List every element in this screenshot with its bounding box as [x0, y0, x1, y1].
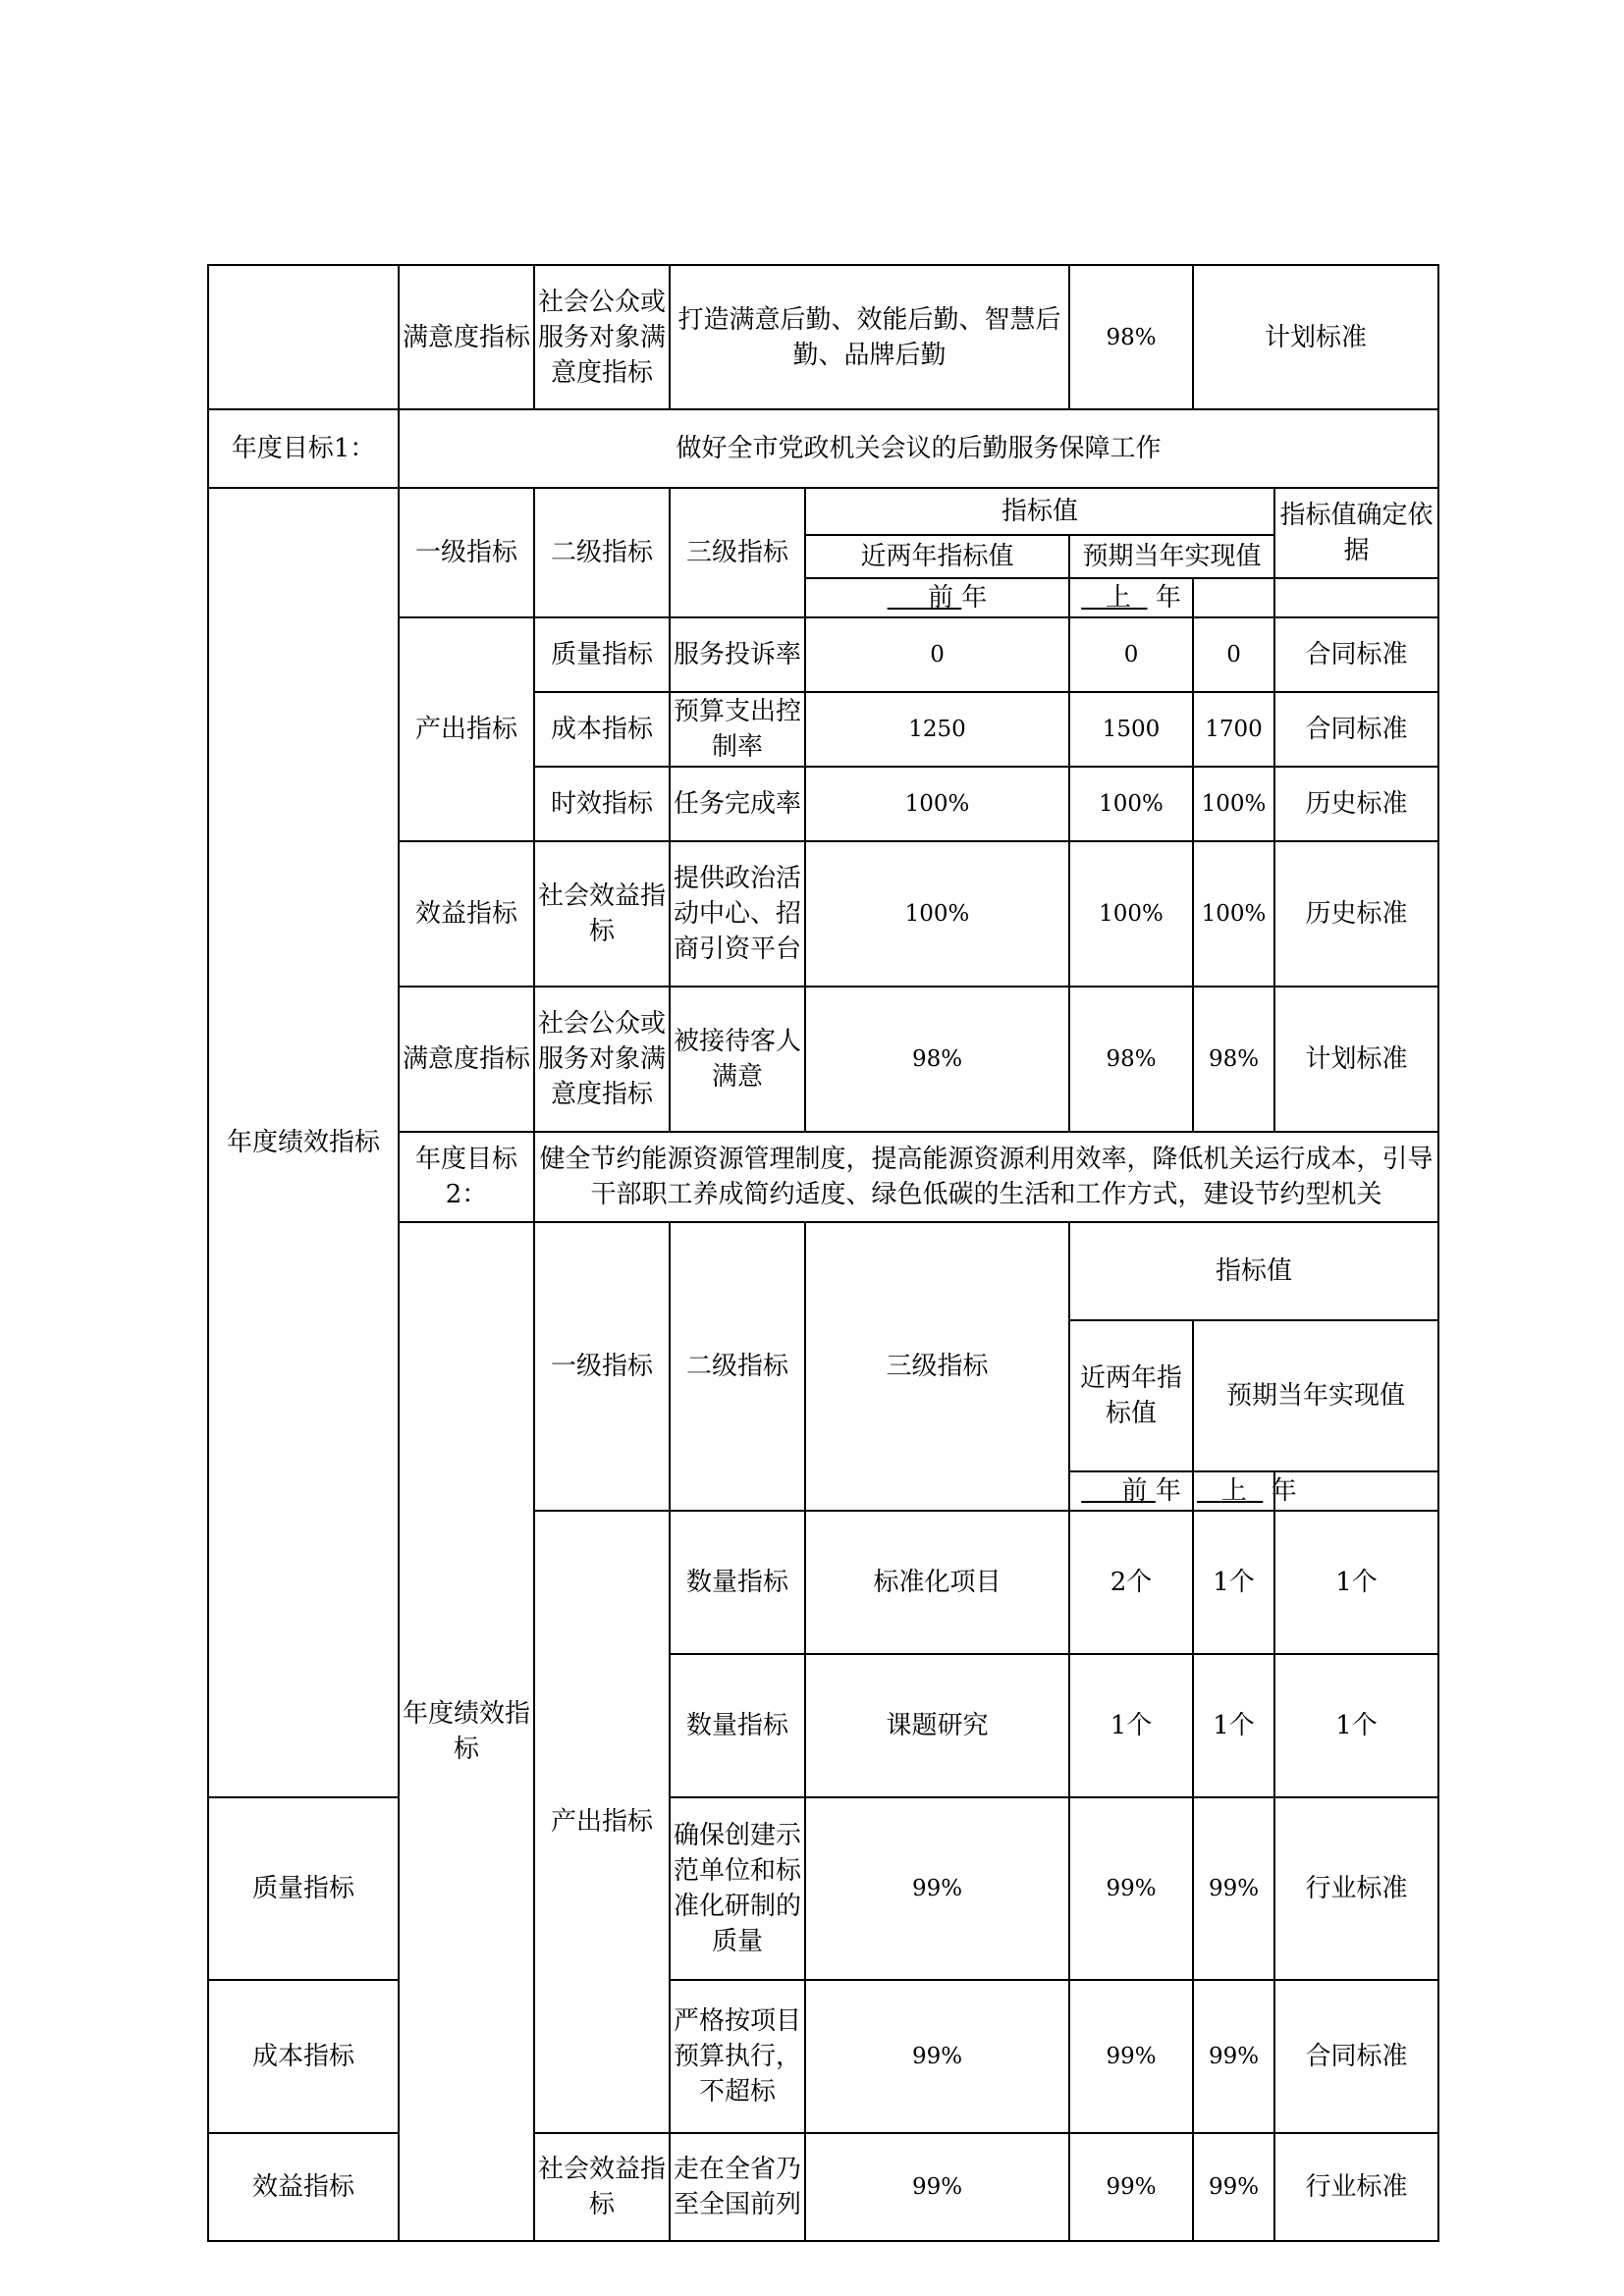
last-year-suffix: 年	[1271, 1476, 1297, 1506]
recent-value: 2个	[1069, 1511, 1193, 1654]
level3-cell: 预算支出控制率	[670, 692, 805, 767]
header-last-year	[1069, 578, 1193, 617]
header-recent: 近两年指标值	[805, 535, 1069, 578]
goal2-label: 年度目标2：	[399, 1132, 534, 1222]
expected-value-2: 1个	[1274, 1654, 1438, 1797]
level2-cell: 成本指标	[208, 1980, 399, 2133]
header-level3: 三级指标	[670, 488, 805, 617]
level3-cell: 提供政治活动中心、招商引资平台	[670, 841, 805, 987]
basis-cell: 计划标准	[1193, 265, 1438, 409]
expected-value-2: 100%	[1193, 767, 1274, 841]
output-label: 产出指标	[399, 617, 534, 841]
level2-cell: 社会公众或服务对象满意度指标	[534, 265, 670, 409]
table-row	[208, 409, 1438, 488]
basis-cell: 合同标准	[1274, 692, 1438, 767]
table-row	[208, 265, 1438, 409]
recent-value: 1个	[1069, 1654, 1193, 1797]
level1-cell: 满意度指标	[399, 265, 534, 409]
level2-cell: 质量指标	[534, 617, 670, 692]
empty-cell	[208, 265, 399, 409]
expected-value-2: 98%	[1193, 987, 1274, 1132]
expected-value: 99%	[1069, 1980, 1193, 2133]
level2-cell: 质量指标	[208, 1797, 399, 1980]
level3-cell: 打造满意后勤、效能后勤、智慧后勤、品牌后勤	[670, 265, 1069, 409]
benefit-label: 效益指标	[399, 841, 534, 987]
goal1-label: 年度目标1：	[208, 409, 399, 488]
goal1-text: 做好全市党政机关会议的后勤服务保障工作	[399, 409, 1438, 488]
expected-value: 1500	[1069, 692, 1193, 767]
basis-cell: 行业标准	[1274, 1797, 1438, 1980]
performance-table	[207, 264, 1439, 2242]
basis-cell: 历史标准	[1274, 841, 1438, 987]
recent-value: 100%	[805, 767, 1069, 841]
level2-cell: 社会效益指标	[534, 2133, 670, 2241]
level3-cell: 服务投诉率	[670, 617, 805, 692]
header-expected: 预期当年实现值	[1069, 535, 1274, 578]
level2-cell: 社会公众或服务对象满意度指标	[534, 987, 670, 1132]
header-last-year	[1193, 1471, 1297, 1511]
level3-cell: 标准化项目	[805, 1511, 1069, 1654]
prev-year-text: 前	[928, 583, 954, 613]
expected-value: 1个	[1193, 1654, 1274, 1797]
header-prev-year	[805, 578, 1069, 617]
last-year-suffix: 年	[1155, 583, 1181, 613]
level2-cell: 社会效益指标	[534, 841, 670, 987]
header-value: 指标值	[1069, 1222, 1438, 1320]
prev-year-text: 前	[1121, 1476, 1148, 1506]
basis-cell: 历史标准	[1274, 767, 1438, 841]
level3-cell: 确保创建示范单位和标准化研制的质量	[670, 1797, 805, 1980]
basis-cell: 行业标准	[1274, 2133, 1438, 2241]
expected-value-2: 0	[1193, 617, 1274, 692]
header-expected: 预期当年实现值	[1193, 1320, 1438, 1471]
expected-value-2: 100%	[1193, 841, 1274, 987]
recent-value: 0	[805, 617, 1069, 692]
empty-cell	[1274, 578, 1438, 617]
expected-value: 1个	[1193, 1511, 1274, 1654]
header-level3: 三级指标	[805, 1222, 1069, 1511]
basis-cell: 合同标准	[1274, 617, 1438, 692]
header-level1: 一级指标	[534, 1222, 670, 1511]
prev-year-suffix: 年	[1155, 1476, 1181, 1506]
level2-cell: 数量指标	[670, 1654, 805, 1797]
empty-cell	[1193, 578, 1274, 617]
expected-value-2: 1700	[1193, 692, 1274, 767]
expected-value: 99%	[1069, 2133, 1193, 2241]
expected-value: 100%	[1069, 841, 1193, 987]
header-prev-year	[1069, 1471, 1193, 1511]
basis-cell: 计划标准	[1274, 987, 1438, 1132]
basis-cell: 合同标准	[1274, 1980, 1438, 2133]
satisfaction-label: 满意度指标	[399, 987, 534, 1132]
expected-value-2: 99%	[1193, 1980, 1274, 2133]
section1-label: 年度绩效指标	[208, 488, 399, 1797]
recent-value: 99%	[805, 1797, 1069, 1980]
last-year-text: 上	[1220, 1476, 1247, 1506]
empty-cell	[1271, 1471, 1438, 1511]
expected-value-2: 99%	[1193, 1797, 1274, 1980]
prev-year-suffix: 年	[961, 583, 988, 613]
recent-value: 1250	[805, 692, 1069, 767]
header-level1: 一级指标	[399, 488, 534, 617]
benefit-label: 效益指标	[208, 2133, 399, 2241]
table-header-row	[208, 488, 1438, 535]
level3-cell: 被接待客人满意	[670, 987, 805, 1132]
recent-value: 98%	[805, 987, 1069, 1132]
table-row	[208, 1797, 1438, 1980]
header-basis: 指标值确定依据	[1274, 488, 1438, 578]
recent-value: 100%	[805, 841, 1069, 987]
level3-cell: 课题研究	[805, 1654, 1069, 1797]
recent-value: 99%	[805, 2133, 1069, 2241]
expected-value: 0	[1069, 617, 1193, 692]
goal2-text: 健全节约能源资源管理制度，提高能源资源利用效率，降低机关运行成本，引导干部职工养成简约适度、绿色低碳的生活和工作方式，建设节约型机关	[534, 1132, 1438, 1222]
header-level2: 二级指标	[534, 488, 670, 617]
level2-cell: 数量指标	[670, 1511, 805, 1654]
level3-cell: 任务完成率	[670, 767, 805, 841]
level2-cell: 时效指标	[534, 767, 670, 841]
header-value: 指标值	[805, 488, 1274, 535]
table-row	[208, 1980, 1438, 2133]
expected-value-2: 1个	[1274, 1511, 1438, 1654]
last-year-text: 上	[1106, 583, 1132, 613]
expected-value: 100%	[1069, 767, 1193, 841]
level3-cell: 严格按项目预算执行，不超标	[670, 1980, 805, 2133]
recent-value: 99%	[805, 1980, 1069, 2133]
header-recent: 近两年指标值	[1069, 1320, 1193, 1471]
expected-value-2: 99%	[1193, 2133, 1274, 2241]
level3-cell: 走在全省乃至全国前列	[670, 2133, 805, 2241]
section2-label: 年度绩效指标	[399, 1222, 534, 2241]
expected-value: 98%	[1069, 987, 1193, 1132]
value-cell: 98%	[1069, 265, 1193, 409]
level2-cell: 成本指标	[534, 692, 670, 767]
expected-value: 99%	[1069, 1797, 1193, 1980]
output-label: 产出指标	[534, 1511, 670, 2133]
header-level2: 二级指标	[670, 1222, 805, 1511]
table-row	[208, 2133, 1438, 2241]
